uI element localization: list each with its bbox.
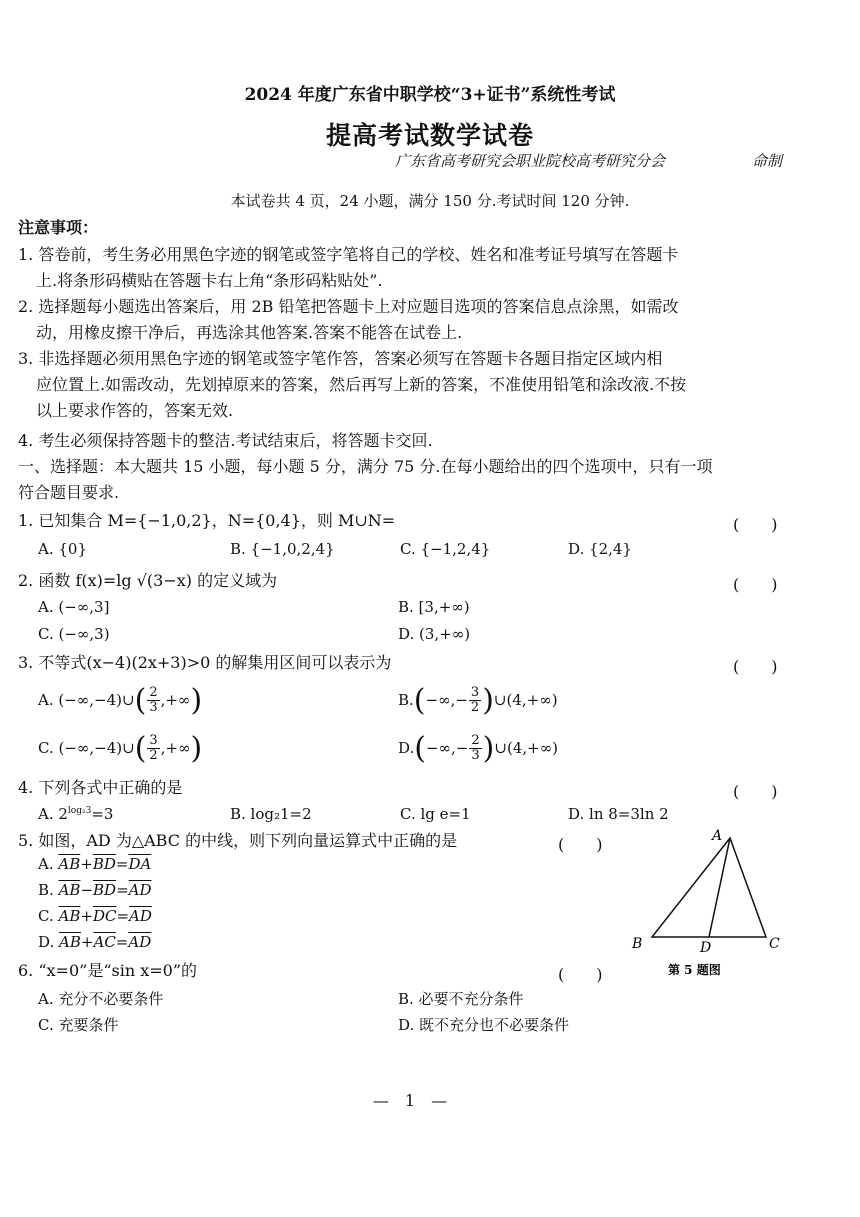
q3-stem: 3. 不等式(x−4)(2x+3)>0 的解集用区间可以表示为 — [18, 653, 392, 672]
q6-option-c: C. 充要条件 — [38, 1016, 119, 1034]
q6-option-b: B. 必要不充分条件 — [398, 990, 524, 1008]
q4-option-b: B. log₂1=2 — [230, 805, 312, 823]
q3-option-c: C. (−∞,−4)∪ ( $\frac{3}{2}$ ,+∞ ) — [38, 730, 203, 766]
notes-heading: 注意事项： — [18, 218, 99, 237]
q5-option-c: C. $\overline{AB}+\overline{DC}=\overline{AD}$ — [38, 907, 152, 925]
note-2-line-2: 动，用橡皮擦干净后，再选涂其他答案.答案不能答在试卷上. — [36, 323, 463, 342]
figure-caption: 第 5 题图 — [668, 963, 721, 977]
median-ad — [709, 838, 730, 937]
q2-option-c: C. (−∞,3) — [38, 625, 110, 643]
q3-option-a: A. (−∞,−4)∪ ( $\frac{2}{3}$ ,+∞ ) — [38, 682, 203, 718]
q4-stem: 4. 下列各式中正确的是 — [18, 778, 183, 797]
note-4-line-1: 4. 考生必须保持答题卡的整洁.考试结束后，将答题卡交回. — [18, 431, 433, 450]
q2-answer-paren: ( ) — [733, 575, 778, 594]
q1-option-b: B. {−1,0,2,4} — [230, 540, 335, 558]
q5-option-b: B. $\overline{AB}-\overline{BD}=\overline{AD}$ — [38, 881, 152, 899]
exam-subtitle: 提高考试数学试卷 — [325, 121, 534, 150]
q2-stem: 2. 函数 f(x)=lg √(3−x) 的定义域为 — [18, 571, 278, 590]
q4-option-c: C. lg e=1 — [400, 805, 471, 823]
section-1-line-2: 符合题目要求. — [18, 483, 120, 502]
page-number: — 1 — — [372, 1091, 448, 1110]
section-1-line-1: 一、选择题：本大题共 15 小题，每小题 5 分，满分 75 分.在每小题给出的四个选项中，只有一项 — [18, 457, 713, 476]
q5-stem: 5. 如图，AD 为△ABC 的中线，则下列向量运算式中正确的是 — [18, 831, 458, 850]
q2-option-a: A. (−∞,3] — [38, 598, 110, 616]
q1-option-d: D. {2,4} — [568, 540, 632, 558]
vertex-b-label: B — [632, 936, 643, 952]
exam-title: 2024 年度广东省中职学校“3+证书”系统性考试 — [244, 85, 616, 105]
made-by-label: 命制 — [752, 152, 783, 170]
q5-answer-paren: ( ) — [558, 835, 603, 854]
q5-option-d: D. $\overline{AB}+\overline{AC}=\overline{AD}$ — [38, 933, 152, 951]
q6-option-a: A. 充分不必要条件 — [38, 990, 164, 1008]
q1-answer-paren: ( ) — [733, 515, 778, 534]
vertex-a-label: A — [712, 828, 723, 844]
q2-option-d: D. (3,+∞) — [398, 625, 471, 643]
q5-option-a: A. $\overline{AB}+\overline{BD}=\overline{DA}$ — [38, 855, 152, 873]
q3-option-d: D. ( −∞,− $\frac{2}{3}$ ) ∪(4,+∞) — [398, 730, 559, 766]
point-d-label: D — [700, 940, 712, 956]
note-3-line-2: 应位置上.如需改动，先划掉原来的答案，然后再写上新的答案，不准使用铅笔和涂改液.不按 — [36, 375, 687, 394]
q4-option-d: D. ln 8=3ln 2 — [568, 805, 669, 823]
triangle-abc — [652, 838, 766, 937]
q3-answer-paren: ( ) — [733, 657, 778, 676]
note-2-line-1: 2. 选择题每小题选出答案后，用 2B 铅笔把答题卡上对应题目选项的答案信息点涂黑，如需改 — [18, 297, 679, 316]
q4-option-a: A. $2^{log_23}=3$ — [38, 805, 114, 823]
triangle-figure — [620, 826, 800, 986]
q6-stem: 6. “x=0”是“sin x=0”的 — [18, 961, 198, 980]
q2-option-b: B. [3,+∞) — [398, 598, 470, 616]
q3-option-b: B. ( −∞,− $\frac{3}{2}$ ) ∪(4,+∞) — [398, 682, 558, 718]
note-3-line-1: 3. 非选择题必须用黑色字迹的钢笔或签字笔作答，答案必须写在答题卡各题目指定区域内相 — [18, 349, 663, 368]
note-1-line-2: 上.将条形码横贴在答题卡右上角“条形码粘贴处”. — [36, 271, 383, 290]
note-1-line-1: 1. 答卷前，考生务必用黑色字迹的钢笔或签字笔将自己的学校、姓名和准考证号填写在答题卡 — [18, 245, 679, 264]
q1-option-c: C. {−1,2,4} — [400, 540, 491, 558]
note-3-line-3: 以上要求作答的，答案无效. — [36, 401, 234, 420]
authoring-org: 广东省高考研究会职业院校高考研究分会 — [395, 152, 666, 170]
vertex-c-label: C — [769, 936, 780, 952]
exam-info: 本试卷共 4 页，24 小题，满分 150 分.考试时间 120 分钟. — [230, 192, 630, 210]
q4-answer-paren: ( ) — [733, 782, 778, 801]
q6-option-d: D. 既不充分也不必要条件 — [398, 1016, 570, 1034]
q1-option-a: A. {0} — [38, 540, 87, 558]
q6-answer-paren: ( ) — [558, 965, 603, 984]
q1-stem: 1. 已知集合 M={−1,0,2}，N={0,4}，则 M∪N= — [18, 511, 396, 530]
